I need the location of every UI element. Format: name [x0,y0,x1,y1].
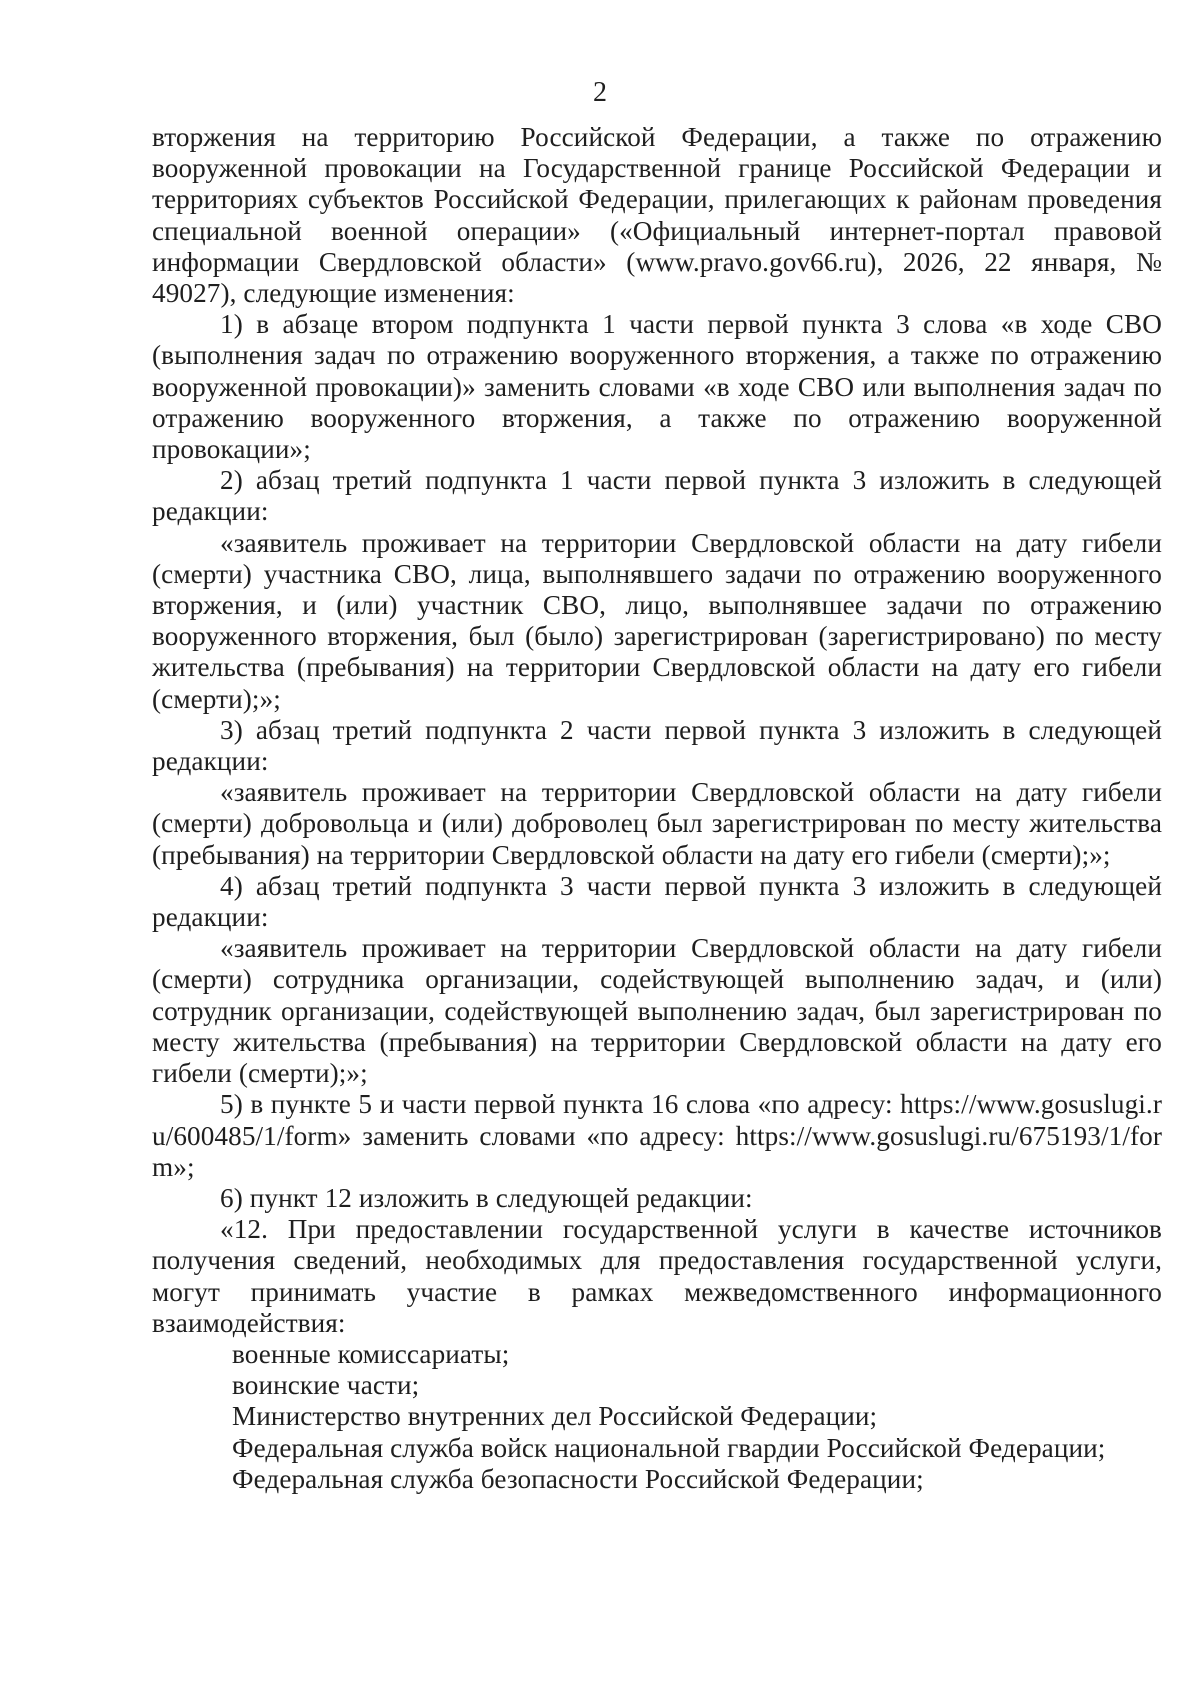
paragraph-quote-2: «заявитель проживает на территории Свердловской области на дату гибели (смерти) участника СВО, лица, выполнявшего задачи по отражению вооруженного вторжения, и (или) участник СВО, лицо, выполнявшее задачи по отражению вооруженного вторжения, был (было) зарегистрирован (зарегистрировано) по месту жительства (пребывания) на территории Свердловской области на дату его гибели (смерти);»; [152,527,1162,714]
paragraph-item-3: 3) абзац третий подпункта 2 части первой пункта 3 изложить в следующей редакции: [152,714,1162,777]
paragraph-continuation: вторжения на территорию Российской Федерации, а также по отражению вооруженной провокации на Государственной границе Российской Федерации и территориях субъектов Российской Федерации, прилегающих к районам проведения специальной военной операции» («Официальный интернет-портал правовой информации Свердловской области» (www.pravo.gov66.ru), 2026, 22 января, № 49027), следующие изменения: [152,122,1162,309]
document-body [152,122,1162,1495]
paragraph-item-1: 1) в абзаце втором подпункта 1 части первой пункта 3 слова «в ходе СВО (выполнения задач по отражению вооруженного вторжения, а также по отражению вооруженной провокации)» заменить словами «в ходе СВО или выполнения задач по отражению вооруженного вторжения, а также по отражению вооруженной провокации»; [152,309,1162,465]
list-item-fsb: Федеральная служба безопасности Российской Федерации; [232,1463,924,1494]
list-item-mvd: Министерство внутренних дел Российской Федерации; [232,1401,878,1432]
paragraph-quote-4: «заявитель проживает на территории Свердловской области на дату гибели (смерти) сотрудника организации, содействующей выполнению задач, и (или) сотрудник организации, содействующей выполнению задач, был зарегистрирован по месту жительства (пребывания) на территории Свердловской области на дату его гибели (смерти);»; [152,933,1162,1089]
paragraph-point-12: «12. При предоставлении государственной услуги в качестве источников получения сведений, необходимых для предоставления государственной услуги, могут принимать участие в рамках межведомственного информационного взаимодействия: [152,1214,1162,1338]
paragraph-quote-3: «заявитель проживает на территории Свердловской области на дату гибели (смерти) добровольца и (или) доброволец был зарегистрирован по месту жительства (пребывания) на территории Свердловской области на дату его гибели (смерти);»; [152,777,1162,870]
paragraph-item-6: 6) пункт 12 изложить в следующей редакции: [220,1182,753,1213]
paragraph-item-4: 4) абзац третий подпункта 3 части первой пункта 3 изложить в следующей редакции: [152,870,1162,933]
list-item-military-commissariats: военные комиссариаты; [232,1338,510,1369]
list-item-rosgvardia: Федеральная служба войск национальной гвардии Российской Федерации; [232,1432,1106,1463]
paragraph-item-2: 2) абзац третий подпункта 1 части первой пункта 3 изложить в следующей редакции: [152,465,1162,527]
list-item-military-units: воинские части; [232,1370,420,1401]
page-number: 2 [593,77,607,108]
paragraph-item-5: 5) в пункте 5 и части первой пункта 16 слова «по адресу: https://www.gosuslugi.ru/600485/1/form» заменить словами «по адресу: https://www.gosuslugi.ru/675193/1/form»; [152,1089,1162,1182]
